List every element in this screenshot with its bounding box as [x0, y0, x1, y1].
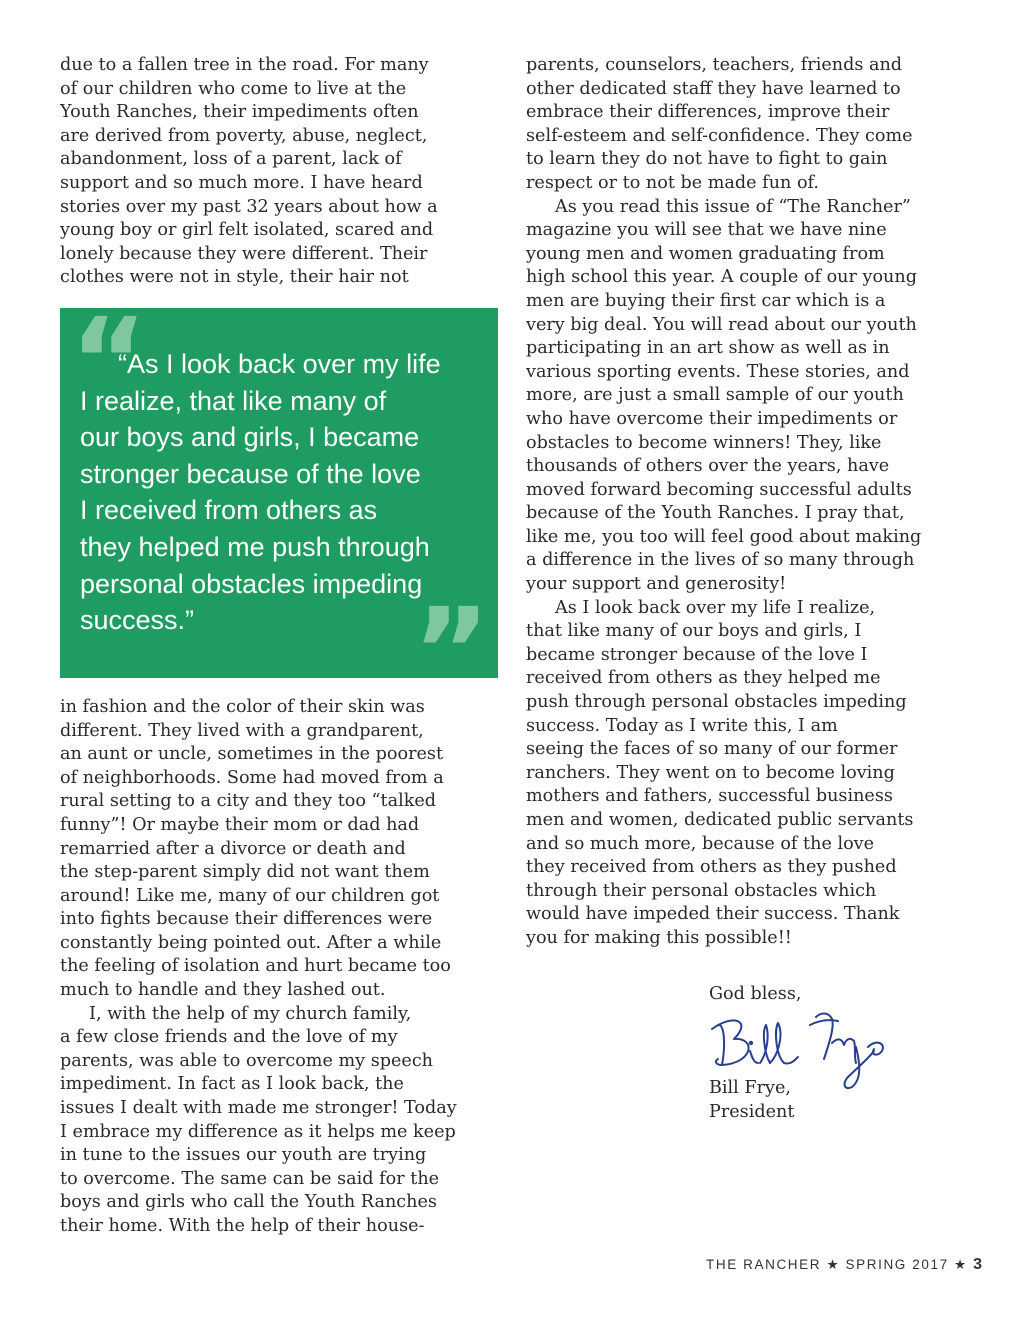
- body-line: men are buying their first car which is a: [526, 290, 886, 311]
- body-line: issues I dealt with made me stronger! Today: [60, 1098, 457, 1119]
- body-line: around! Like me, many of our children got: [60, 885, 440, 906]
- quote-line: success.”: [80, 605, 195, 636]
- body-line: a few close friends and the love of my: [60, 1027, 398, 1048]
- close-quote-mark-icon: ”: [412, 582, 484, 720]
- body-line: support and so much more. I have heard: [60, 172, 423, 193]
- quote-line: they helped me push through: [80, 531, 430, 562]
- body-line: I embrace my difference as it helps me keep: [60, 1121, 456, 1142]
- body-line: obstacles to become winners! They, like: [526, 432, 882, 453]
- body-line: men and women, dedicated public servants: [526, 810, 914, 830]
- body-line: you for making this possible!!: [526, 927, 792, 948]
- body-line: much to handle and they lashed out.: [60, 980, 386, 1001]
- body-line: respect or to not be made fun of.: [526, 172, 820, 193]
- body-line: due to a fallen tree in the road. For many: [60, 55, 429, 75]
- body-line: Youth Ranches, their impediments often: [60, 102, 419, 123]
- body-line: remarried after a divorce or death and: [60, 838, 406, 859]
- body-line: because of the Youth Ranches. I pray that,: [526, 503, 905, 524]
- body-line: young men and women graduating from: [526, 243, 885, 264]
- body-line: participating in an art show as well as in: [526, 338, 890, 359]
- body-line: thousands of others over the years, have: [526, 456, 890, 477]
- issue-label: SPRING 2017: [845, 1257, 949, 1272]
- body-line: self-esteem and self-confidence. They come: [526, 125, 913, 146]
- right-column: [526, 54, 970, 951]
- body-line: impediment. In fact as I look back, the: [60, 1074, 404, 1095]
- body-line: rural setting to a city and they too “talked: [60, 791, 437, 812]
- body-line: of neighborhoods. Some had moved from a: [60, 767, 444, 788]
- body-line: lonely because they were different. Their: [60, 243, 428, 264]
- body-line: young boy or girl felt isolated, scared and: [60, 220, 434, 241]
- body-line: boys and girls who call the Youth Ranches: [60, 1192, 437, 1213]
- body-line: the step-parent simply did not want them: [60, 862, 430, 883]
- body-line: a difference in the lives of so many through: [526, 550, 915, 571]
- body-line: parents, counselors, teachers, friends and: [526, 55, 903, 75]
- body-line: an aunt or uncle, sometimes in the poorest: [60, 744, 444, 765]
- body-line: abandonment, loss of a parent, lack of: [60, 149, 402, 170]
- body-line: high school this year. A couple of our young: [526, 267, 917, 288]
- left-column-bottom-text: [60, 696, 498, 1239]
- body-line: embrace their differences, improve their: [526, 102, 890, 123]
- signer-title: President: [709, 1101, 795, 1122]
- quote-line: stronger because of the love: [80, 458, 421, 489]
- quote-line: I realize, that like many of: [80, 385, 387, 416]
- body-line: magazine you will see that we have nine: [526, 220, 887, 241]
- body-line: success. Today as I write this, I am: [526, 715, 838, 736]
- body-line: parents, was able to overcome my speech: [60, 1050, 433, 1071]
- body-line: would have impeded their success. Thank: [526, 904, 900, 925]
- body-line: clothes were not in style, their hair not: [60, 267, 409, 288]
- body-line: push through personal obstacles impeding: [526, 692, 907, 713]
- star-separator-icon: ★: [826, 1257, 841, 1272]
- salutation: God bless,: [709, 984, 802, 1004]
- body-line: the feeling of isolation and hurt became too: [60, 956, 451, 977]
- page-number: 3: [973, 1256, 983, 1273]
- publication-name: THE RANCHER: [706, 1257, 822, 1272]
- body-line: into fights because their differences were: [60, 909, 433, 930]
- body-line: funny”! Or maybe their mom or dad had: [60, 814, 420, 835]
- body-line: are derived from poverty, abuse, neglect,: [60, 125, 428, 146]
- body-line: received from others as they helped me: [526, 668, 881, 689]
- body-line: who have overcome their impediments or: [526, 408, 898, 429]
- body-line: As you read this issue of “The Rancher”: [555, 196, 911, 217]
- signer-block: [709, 1077, 794, 1124]
- body-line: very big deal. You will read about our youth: [526, 314, 917, 335]
- body-line: in fashion and the color of their skin was: [60, 696, 425, 717]
- body-line: their home. With the help of their house-: [60, 1216, 425, 1236]
- star-separator-icon: ★: [954, 1257, 968, 1272]
- body-line: mothers and fathers, successful business: [526, 786, 893, 807]
- body-line: constantly being pointed out. After a while: [60, 932, 442, 953]
- body-line: and so much more, because of the love: [526, 833, 875, 854]
- page-footer: [706, 1256, 983, 1274]
- body-line: to overcome. The same can be said for the: [60, 1168, 440, 1189]
- quote-line: our boys and girls, I became: [80, 422, 420, 453]
- body-line: of our children who come to live at the: [60, 78, 407, 99]
- body-line: moved forward becoming successful adults: [526, 479, 912, 500]
- body-line: like me, you too will feel good about making: [526, 526, 922, 547]
- body-line: through their personal obstacles which: [526, 880, 877, 901]
- body-line: various sporting events. These stories, and: [526, 361, 910, 382]
- body-line: ranchers. They went on to become loving: [526, 762, 895, 783]
- body-line: that like many of our boys and girls, I: [526, 621, 862, 642]
- quote-line: I received from others as: [80, 495, 378, 526]
- body-line: became stronger because of the love I: [526, 644, 868, 665]
- body-line: As I look back over my life I realize,: [555, 597, 876, 618]
- body-line: different. They lived with a grandparent,: [60, 720, 424, 741]
- body-line: seeing the faces of so many of our former: [526, 739, 898, 760]
- signer-name: Bill Frye,: [709, 1078, 791, 1098]
- body-line: they received from others as they pushed: [526, 857, 897, 878]
- body-line: in tune to the issues our youth are trying: [60, 1145, 427, 1166]
- quote-line: personal obstacles impeding: [80, 568, 423, 599]
- quote-line: “As I look back over my life: [118, 349, 441, 379]
- body-line: I, with the help of my church family,: [89, 1003, 412, 1024]
- body-line: stories over my past 32 years about how a: [60, 196, 438, 217]
- body-line: other dedicated staff they have learned to: [526, 78, 901, 99]
- open-quote-mark-icon: “: [70, 292, 142, 430]
- body-line: to learn they do not have to fight to gain: [526, 149, 888, 170]
- body-line: more, are just a small sample of our youth: [526, 385, 904, 406]
- body-line: your support and generosity!: [526, 574, 787, 595]
- left-column-top-text: [60, 54, 498, 290]
